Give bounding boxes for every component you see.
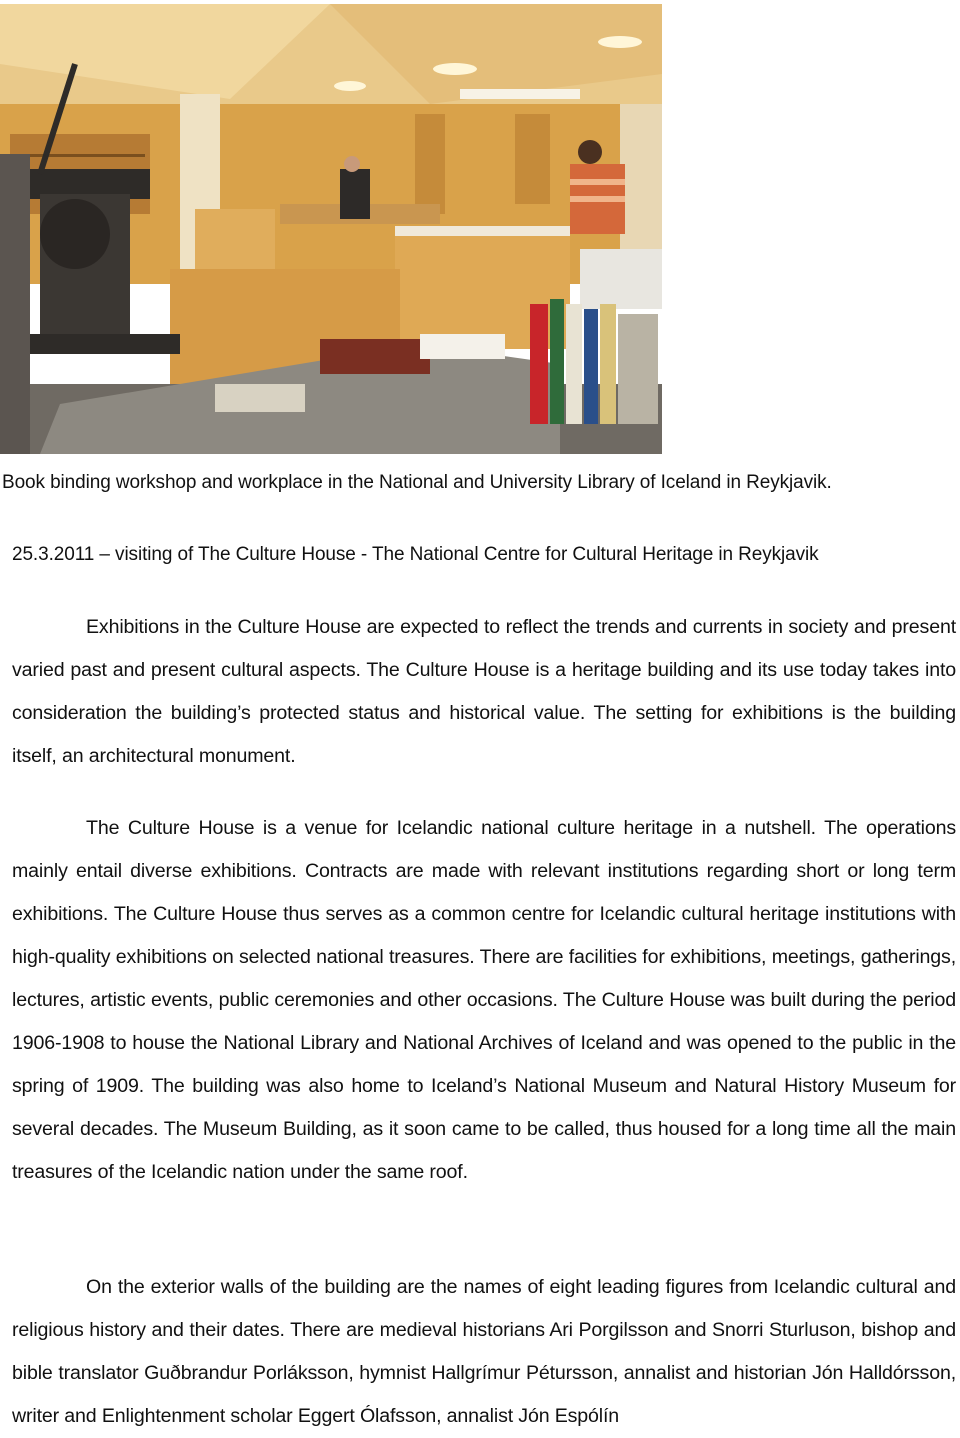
paragraph-exterior-walls: On the exterior walls of the building are the names of eight leading figures from Icelandic cultural and religious history and their dates. There are medieval historians Ari Porgilsson and Snorri Sturluson, bishop and bible translator Guðbrandur Porláksson, hymnist Hallgrímur Pétursson, annalist and historian Jón Halldórsson, writer and Enlightenment scholar Eggert Ólafsson, annalist Jón Espólín [12,1276,956,1427]
book [215,384,305,412]
book-spine [566,304,582,424]
fluorescent-light [460,89,580,99]
paragraph-venue-history: The Culture House is a venue for Icelandic national culture heritage in a nutshell. The operations mainly entail diverse exhibitions. Contracts are made with relevant institutions regarding short or long term exhibitions. The Culture House thus serves as a common centre for Icelandic cultural heritage institutions with high-quality exhibitions on selected national treasures. There are facilities for exhibitions, meetings, gatherings, lectures, artistic events, public ceremonies and other occasions. The Culture House was built during the period 1906-1908 to house the National Library and National Archives of Iceland and was opened to the public in the spring of 1909. The building was also home to Iceland’s National Museum and Natural History Museum for several decades. The Museum Building, as it soon came to be called, thus housed for a long time all the main treasures of the Icelandic nation under the same roof. [12,817,956,1183]
book [320,339,430,374]
book-spine [618,314,658,424]
visit-heading: 25.3.2011 – visiting of The Culture House - The National Centre for Cultural Heritage in Reykjavik [12,544,819,565]
book-spine [530,304,548,424]
book-spine [584,309,598,424]
foreground-person [0,154,30,454]
book-spine [550,299,564,424]
book-spine [600,304,616,424]
window-blind [415,114,445,214]
paragraph-exhibitions: Exhibitions in the Culture House are expected to reflect the trends and currents in society and present varied past and present cultural aspects. The Culture House is a heritage building and its use today takes into consideration the building’s protected status and historical value. The setting for exhibitions is the building itself, an architectural monument. [12,616,956,767]
book [420,334,505,359]
ceiling-light [598,36,642,48]
workshop-photo-illustration [0,4,662,454]
person-seated [340,169,370,219]
workshop-photo [0,4,662,454]
ceiling-light [433,63,477,75]
photo-caption: Book binding workshop and workplace in the National and University Library of Iceland in Reykjavik. [2,472,832,493]
column [620,104,662,254]
copier [580,249,662,309]
window-blind [515,114,550,204]
ceiling-light [334,81,366,91]
